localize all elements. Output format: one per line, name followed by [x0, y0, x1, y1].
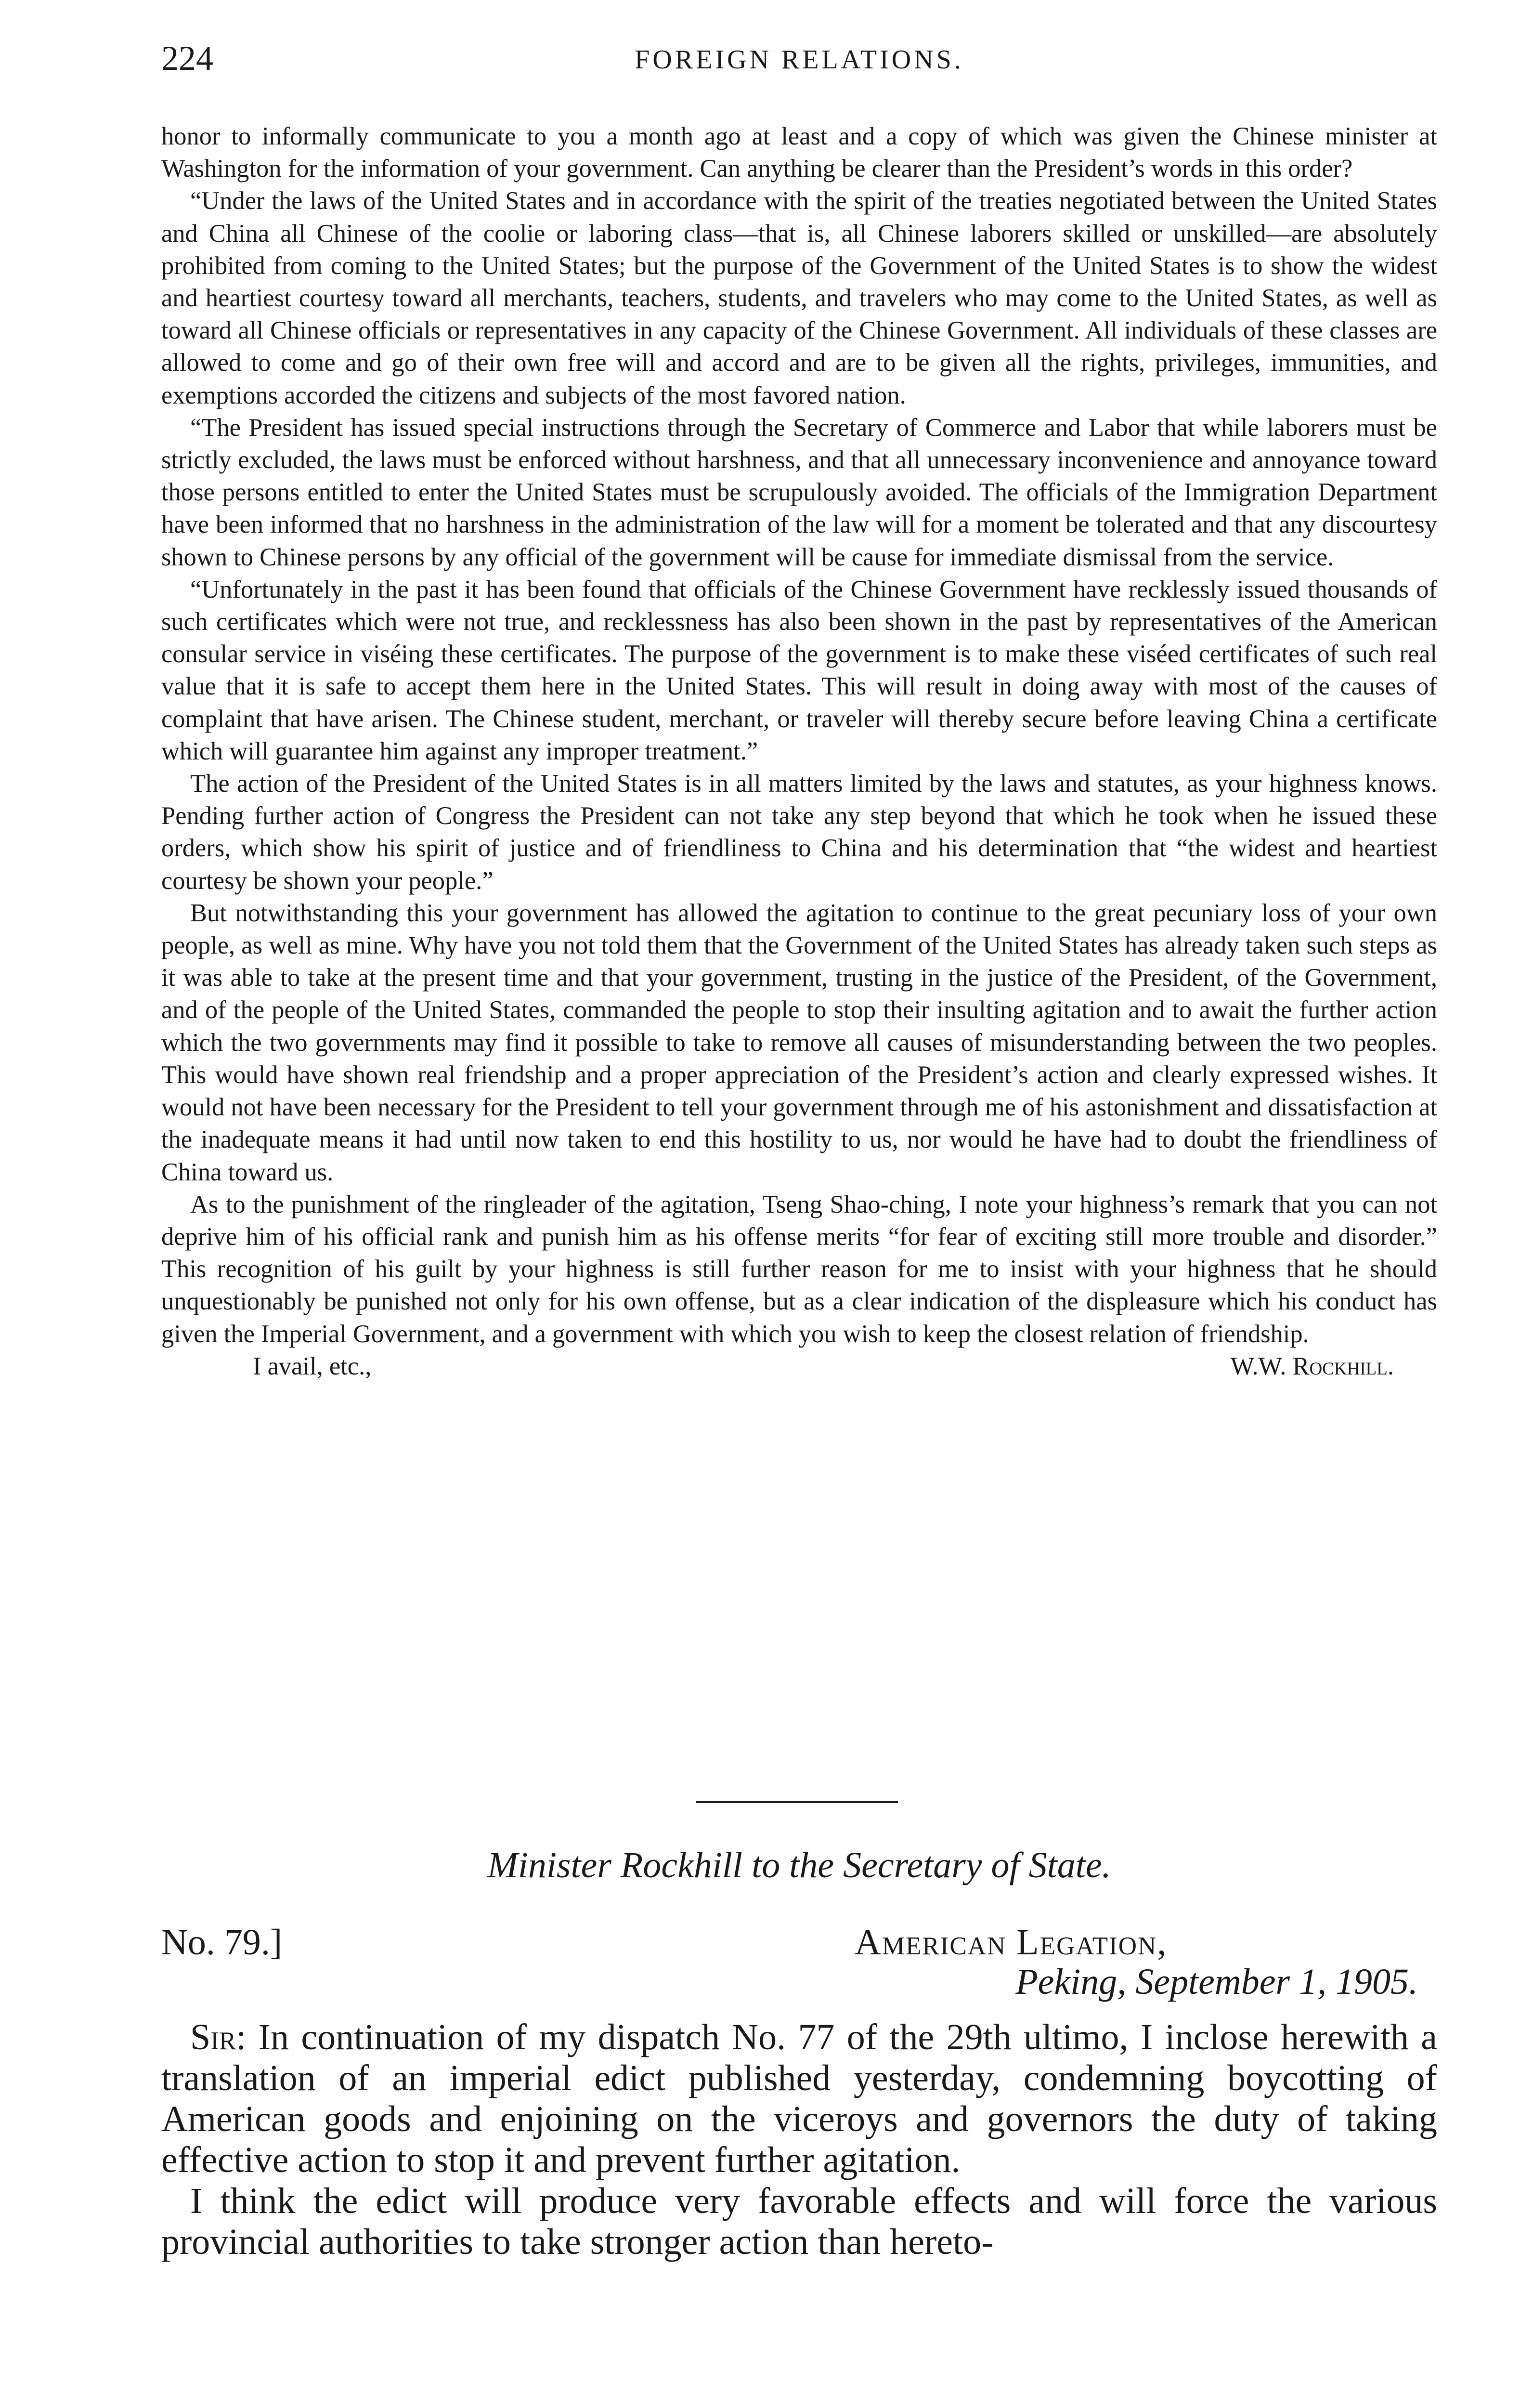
salutation: Sir [190, 2017, 236, 2057]
paragraph: The action of the President of the United States is in all matters limited by the laws and statutes, as your highness knows. Pending further action of Congress the President can not take any step beyond that which he took when he issued these orders, which show his spirit of justice and of friendliness to China and his determination that “the widest and heartiest courtesy be shown your people.” [161, 770, 1437, 895]
closing: I avail, etc., [253, 1352, 372, 1380]
paragraph: I think the edict will produce very favorable effects and will force the various provincial authorities to take stronger action than hereto- [161, 2181, 1437, 2262]
running-title: FOREIGN RELATIONS. [635, 45, 964, 75]
dispatch-number: No. 79.] [161, 1922, 283, 1963]
letter-title: Minister Rockhill to the Secretary of State. [487, 1845, 1111, 1885]
paragraph: “Unfortunately in the past it has been found that officials of the Chinese Government have recklessly issued thousands of such certificates which were not true, and recklessness has also been shown in the past by representatives of the American consular service in viséing these certificates. The purpose of the government is to make these viséed certificates of such real value that it is safe to accept them here in the United States. This will result in doing away with most of the causes of complaint that have arisen. The Chinese student, merchant, or traveler will thereby secure before leaving China a certificate which will guarantee him against any improper treatment.” [161, 575, 1437, 765]
paragraph: But notwithstanding this your government has allowed the agitation to continue to the great pecuniary loss of your own people, as well as mine. Why have you not told them that the Government of the United States has already taken such steps as it was able to take at the present time and that your government, trusting in the justice of the President, of the Government, and of the people of the United States, commanded the people to stop their insulting agitation and to await the further action which the two governments may find it possible to take to remove all causes of misunderstanding between the two peoples. This would have shown real friendship and a proper appreciation of the President’s action and clearly expressed wishes. It would not have been necessary for the President to tell your government through me of his astonishment and dissatisfaction at the inadequate means it had until now taken to end this hostility to us, nor would he have had to doubt the friendliness of China toward us. [161, 899, 1437, 1186]
dispatch-header [161, 1922, 1437, 2013]
signature: W.W. Rockhill. [1230, 1352, 1394, 1380]
paragraph: “Under the laws of the United States and in accordance with the spirit of the treaties negotiated between the United States and China all Chinese of the coolie or laboring class—that is, all Chinese laborers skilled or unskilled—are absolutely prohibited from coming to the United States; but the purpose of the Government of the United States is to show the widest and heartiest courtesy toward all merchants, teachers, students, and travelers who may come to the United States, as well as toward all Chinese officials or representatives in any capacity of the Chinese Government. All individuals of these classes are allowed to come and go of their own free will and accord and are to be given all the rights, privileges, immunities, and exemptions accorded the citizens and subjects of the most favored nation. [161, 187, 1437, 409]
page-header [161, 39, 1437, 92]
dispatch-body [161, 2017, 1437, 2263]
place-date: Peking, September 1, 1905. [1015, 1962, 1418, 2002]
paragraph [161, 2017, 1437, 2181]
paragraph: As to the punishment of the ringleader of the agitation, Tseng Shao-ching, I note your highness’s remark that you can not deprive him of his official rank and punish him as his offense merits “for fear of exciting still more trouble and disorder.” This recognition of his guilt by your highness is still further reason for me to insist with your highness that he should unquestionably be punished not only for his own offense, but as a clear indication of the displeasure which his conduct has given the Imperial Government, and a government with which you wish to keep the closest relation of friendship. [161, 1190, 1437, 1348]
closing-line [161, 1350, 1437, 1383]
letter-body [161, 120, 1437, 1383]
paragraph-text: : In continuation of my dispatch No. 77 of the 29th ultimo, I inclose herewith a translation of an imperial edict published yesterday, condemning boycotting of American goods and enjoining on the viceroys and governors the duty of taking effective action to stop it and prevent further agitation. [161, 2017, 1437, 2180]
legation: American Legation, [855, 1922, 1168, 1963]
paragraph: “The President has issued special instructions through the Secretary of Commerce and Labor that while laborers must be strictly excluded, the laws must be enforced without harshness, and that all unnecessary inconvenience and annoyance toward those persons entitled to enter the United States must be scrupulously avoided. The officials of the Immigration Department have been informed that no harshness in the administration of the law will for a moment be tolerated and that any discourtesy shown to Chinese persons by any official of the government will be cause for immediate dismissal from the service. [161, 413, 1437, 571]
section-divider [696, 1801, 898, 1803]
page-number: 224 [161, 39, 213, 78]
paragraph: honor to informally communicate to you a month ago at least and a copy of which was given the Chinese minister at Washington for the information of your government. Can anything be clearer than the President’s words in this order? [161, 122, 1437, 183]
